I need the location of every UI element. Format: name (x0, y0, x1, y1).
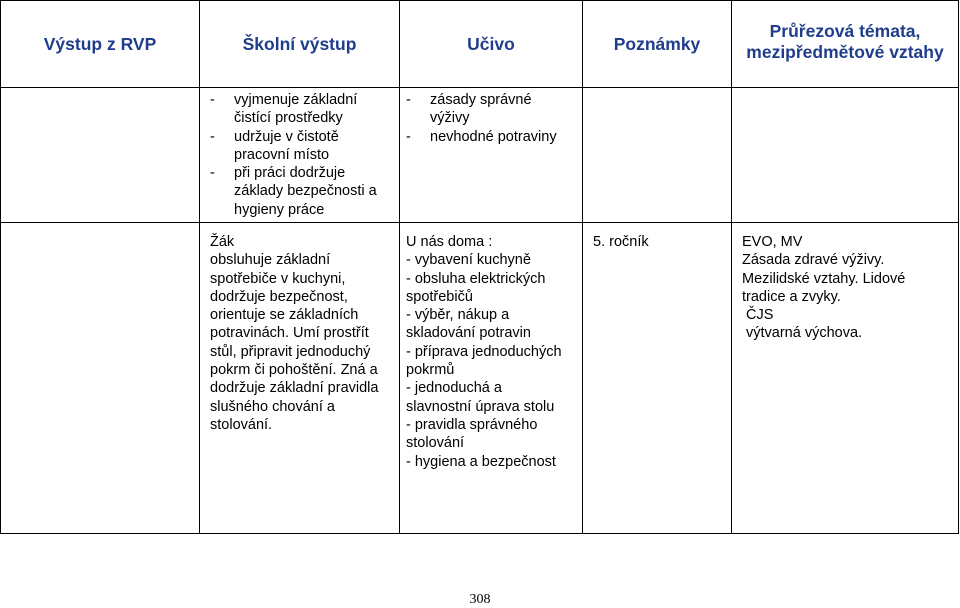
list-item: - při práci dodržuje základy bezpečnosti a hygieny práce (210, 165, 377, 218)
list-item: - nevhodné potraviny (406, 128, 557, 145)
text-line: Zásada zdravé výživy. (742, 252, 885, 269)
notes-cell (583, 88, 732, 223)
rvp-cell (1, 88, 200, 223)
text-line: - pravidla správného (406, 416, 538, 433)
text-line: potravinách. Umí prostřít (210, 325, 369, 342)
text-line: slavnostní úprava stolu (406, 398, 555, 415)
text-line: Mezilidské vztahy. Lidové (742, 270, 906, 287)
school-output-cell (200, 223, 400, 534)
text-line: stolování (406, 435, 465, 452)
list-item: - zásady správné výživy (406, 92, 532, 127)
text-line: - obsluha elektrických (406, 270, 546, 287)
text-line: - příprava jednoduchých (406, 343, 562, 360)
cross-topics-text (732, 223, 958, 343)
curriculum-cell (400, 223, 583, 534)
text-line: pokrm či pohoštění. Zná a (210, 362, 378, 379)
header-curriculum: Učivo (400, 1, 583, 88)
text-line: stůl, připravit jednoduchý (210, 343, 371, 360)
text-line: dodržuje základní pravidla (210, 380, 379, 397)
text-line: slušného chování a (210, 398, 335, 415)
cross-topics-cell (732, 88, 959, 223)
text-line: tradice a zvyky. (742, 288, 841, 305)
list-item: - vyjmenuje základní čistící prostředky (210, 92, 358, 127)
text-line: spotřebiče v kuchyni, (210, 270, 346, 287)
curriculum-text (400, 223, 582, 471)
text-line: - vybavení kuchyně (406, 252, 531, 269)
text-line: pokrmů (406, 362, 455, 379)
header-rvp-output: Výstup z RVP (1, 1, 200, 88)
header-row (1, 1, 959, 88)
text-line: stolování. (210, 416, 273, 433)
text-line: Žák (210, 234, 235, 250)
text-line: orientuje se základních (210, 307, 359, 324)
grade-note: 5. ročník (593, 234, 649, 250)
header-cross-topics: Průřezová témata, mezipředmětové vztahy (732, 1, 959, 88)
text-line: skladování potravin (406, 325, 531, 342)
cross-topics-cell (732, 223, 959, 534)
text-line: ČJS (746, 307, 774, 324)
text-line: obsluhuje základní (210, 252, 331, 269)
text-line: U nás doma : (406, 234, 493, 250)
school-output-cell (200, 88, 400, 223)
text-line: - hygiena a bezpečnost (406, 453, 556, 470)
text-line: - výběr, nákup a (406, 307, 510, 324)
notes-cell (583, 223, 732, 534)
text-line: EVO, MV (742, 234, 803, 250)
text-line: dodržuje bezpečnost, (210, 288, 348, 305)
page-number: 308 (469, 592, 491, 607)
rvp-cell (1, 223, 200, 534)
header-notes: Poznámky (583, 1, 732, 88)
text-line: výtvarná výchova. (746, 325, 863, 342)
table-row (1, 88, 959, 223)
header-school-output: Školní výstup (200, 1, 400, 88)
school-output-text (200, 223, 399, 434)
curriculum-cell (400, 88, 583, 223)
table-row (1, 223, 959, 534)
list-item: - udržuje v čistotě pracovní místo (210, 128, 339, 163)
text-line: spotřebičů (406, 288, 473, 305)
text-line: - jednoduchá a (406, 380, 502, 397)
